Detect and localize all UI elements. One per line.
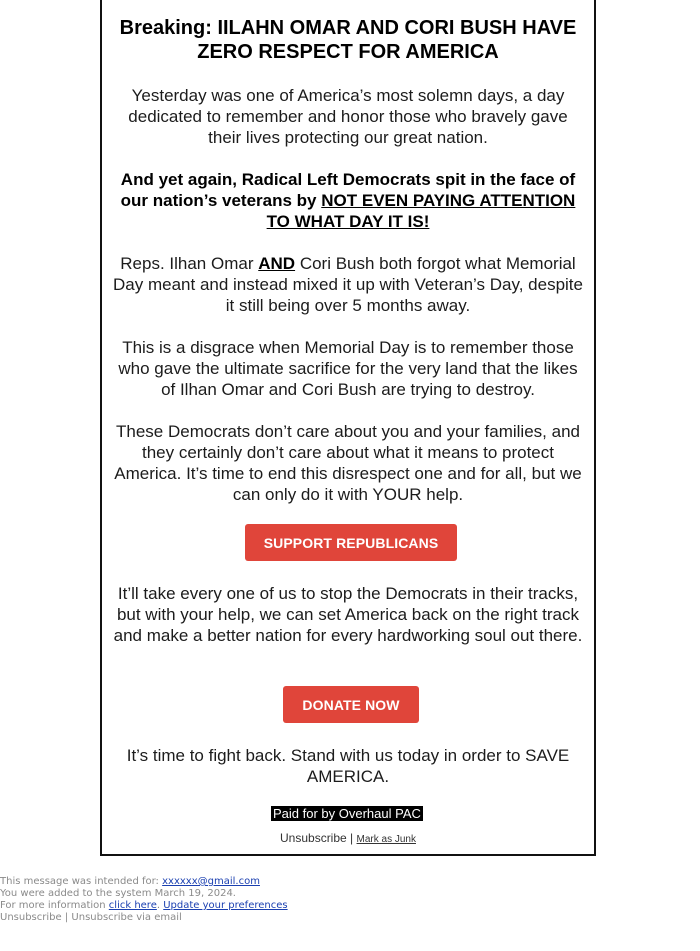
- accusation-text: And yet again, Radical Left Democrats spit in the face of our nation’s veterans by: [120, 170, 576, 210]
- reps-and: AND: [258, 254, 296, 273]
- mark-as-junk-link[interactable]: Mark as Junk: [356, 834, 416, 845]
- footer-info-period: .: [156, 900, 161, 911]
- paragraph-democrats: These Democrats don’t care about you and your families, and they certainly don’t care about what it means to protect America. It’s time to end this disrespect one and for all, but we can only do it with YOUR help.: [114, 422, 582, 504]
- footer-click-here-link[interactable]: click here: [108, 900, 157, 911]
- footer-unsubscribe-link[interactable]: Unsubscribe: [0, 912, 62, 923]
- headline: Breaking: IILAHN OMAR AND CORI BUSH HAVE ZERO RESPECT FOR AMERICA: [119, 17, 577, 63]
- reps-text-b: Cori Bush both forgot what Memorial Day meant and instead mixed it up with Veteran’s Day, despite it still being over 5 months away.: [113, 254, 583, 315]
- footer-separator: |: [64, 912, 69, 923]
- unsubscribe-link[interactable]: Unsubscribe: [280, 831, 347, 845]
- support-republicans-button[interactable]: SUPPORT REPUBLICANS: [245, 524, 457, 561]
- email-footer: [0, 876, 288, 924]
- footer-email-link[interactable]: xxxxxx@gmail.com: [162, 876, 260, 887]
- unsubscribe-row: [102, 831, 594, 845]
- footer-added-line: You were added to the system March 19, 2024.: [0, 888, 236, 899]
- accusation-underline: NOT EVEN PAYING ATTENTION TO WHAT DAY IT IS!: [266, 191, 576, 231]
- paragraph-disgrace: This is a disgrace when Memorial Day is to remember those who gave the ultimate sacrifice for the very land that the likes of Ilhan Omar and Cori Bush are trying to destroy.: [118, 338, 578, 399]
- reps-text-a: Reps. Ilhan Omar: [120, 254, 254, 273]
- footer-info-label: For more information: [0, 900, 106, 911]
- paragraph-accusation: [112, 169, 584, 232]
- footer-unsubscribe-email-link[interactable]: Unsubscribe via email: [71, 912, 182, 923]
- paid-for-disclaimer: Paid for by Overhaul PAC: [273, 806, 421, 821]
- footer-update-preferences-link[interactable]: Update your preferences: [163, 900, 288, 911]
- footer-intended-line: [0, 876, 288, 888]
- paragraph-fight-back: It’s time to fight back. Stand with us today in order to SAVE AMERICA.: [126, 746, 570, 786]
- footer-info-line: [0, 900, 288, 912]
- footer-unsubscribe-line: [0, 912, 288, 924]
- email-card: [100, 0, 596, 856]
- paragraph-intro: Yesterday was one of America’s most solemn days, a day dedicated to remember and honor those who bravely gave their lives protecting our great nation.: [128, 86, 568, 147]
- paragraph-together: It’ll take every one of us to stop the Democrats in their tracks, but with your help, we can set America back on the right track and make a better nation for every hardworking soul out there.: [113, 584, 583, 645]
- paragraph-reps: [112, 253, 584, 316]
- footer-intended-label: This message was intended for:: [0, 876, 159, 887]
- donate-now-button[interactable]: DONATE NOW: [283, 686, 419, 723]
- unsubscribe-separator: |: [350, 831, 354, 845]
